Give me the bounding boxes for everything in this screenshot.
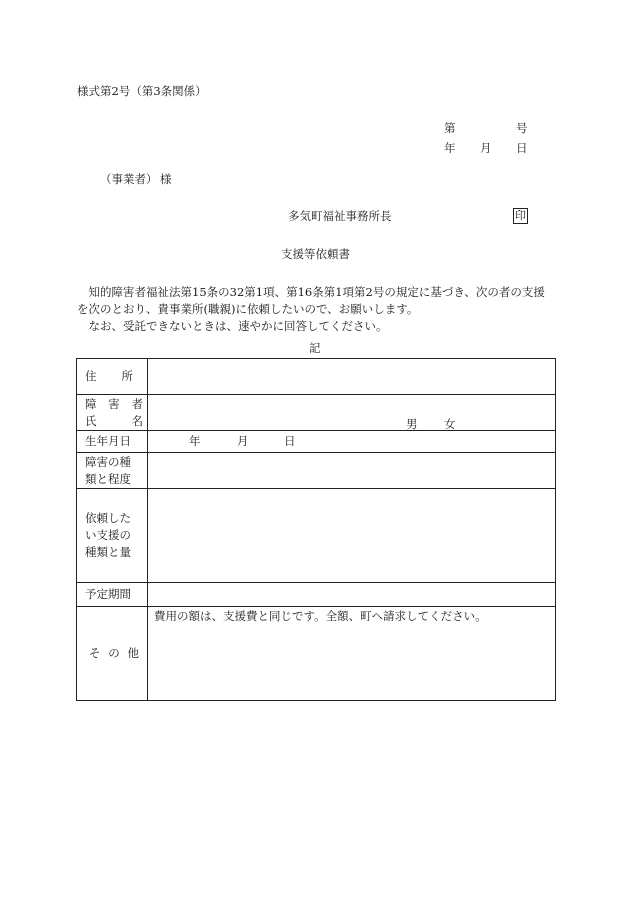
request-form-table [76, 358, 556, 701]
date-year: 年 [444, 141, 456, 155]
doc-number-go: 号 [516, 121, 528, 135]
other-value[interactable] [148, 607, 556, 701]
date-day: 日 [516, 141, 528, 155]
other-label-char: そ [89, 646, 101, 660]
birth-year: 年 [189, 434, 201, 448]
birth-value[interactable] [148, 431, 556, 453]
sender-name: 多気町福祉事務所長 [288, 209, 392, 223]
disability-label [77, 453, 148, 489]
name-label-char: 名 [131, 413, 143, 428]
name-label [77, 395, 148, 431]
body-line-1: 知的障害者福祉法第15条の32第1項、第16条第1項第2号の規定に基づき、次の者の支援 [88, 285, 545, 299]
form-number: 様式第2号（第3条関係） [77, 84, 207, 98]
document-title: 支援等依頼書 [281, 247, 350, 261]
support-label-line-2: い支援の [85, 528, 131, 542]
address-value[interactable] [148, 359, 556, 395]
birth-month: 月 [237, 434, 249, 448]
name-label-char: 障 [85, 396, 97, 411]
support-label [77, 489, 148, 583]
sex-male[interactable]: 男 [406, 417, 418, 431]
date-month: 月 [480, 141, 492, 155]
sex-female[interactable]: 女 [444, 417, 456, 431]
name-value[interactable] [148, 395, 556, 431]
doc-number-dai: 第 [444, 121, 456, 135]
birth-day: 日 [284, 434, 296, 448]
period-label: 予定期間 [77, 583, 148, 607]
address-label-char-2: 所 [121, 369, 133, 383]
row-disability [77, 453, 556, 489]
row-period [77, 583, 556, 607]
disability-label-line-2: 類と程度 [85, 471, 131, 486]
disability-label-line-1: 障害の種 [85, 454, 131, 469]
name-label-char: 氏 [85, 413, 97, 428]
seal-stamp: 印 [515, 209, 526, 222]
other-label-char: の [108, 646, 120, 660]
ki-heading: 記 [309, 341, 321, 355]
support-label-line-3: 種類と量 [85, 545, 131, 559]
birth-label: 生年月日 [77, 431, 148, 453]
period-value[interactable] [148, 583, 556, 607]
addressee-name: （事業者） [100, 172, 158, 186]
disability-value[interactable] [148, 453, 556, 489]
row-name [77, 395, 556, 431]
body-text [77, 284, 562, 335]
address-label [77, 359, 148, 395]
other-label [77, 607, 148, 701]
other-label-char: 他 [127, 646, 139, 660]
support-label-line-1: 依頼した [85, 511, 131, 525]
row-birth [77, 431, 556, 453]
other-text: 費用の額は、支援費と同じです。全額、町へ請求してください。 [154, 609, 487, 623]
address-label-char-1: 住 [85, 369, 97, 383]
row-support [77, 489, 556, 583]
body-line-2: を次のとおり、貴事業所(職親)に依頼したいので、お願いします。 [77, 302, 419, 316]
name-label-char: 害 [108, 396, 120, 411]
row-address [77, 359, 556, 395]
row-other [77, 607, 556, 701]
body-line-3: なお、受託できないときは、速やかに回答してください。 [88, 319, 388, 333]
support-value[interactable] [148, 489, 556, 583]
name-label-char: 者 [131, 396, 143, 411]
addressee-honorific: 様 [160, 172, 172, 186]
